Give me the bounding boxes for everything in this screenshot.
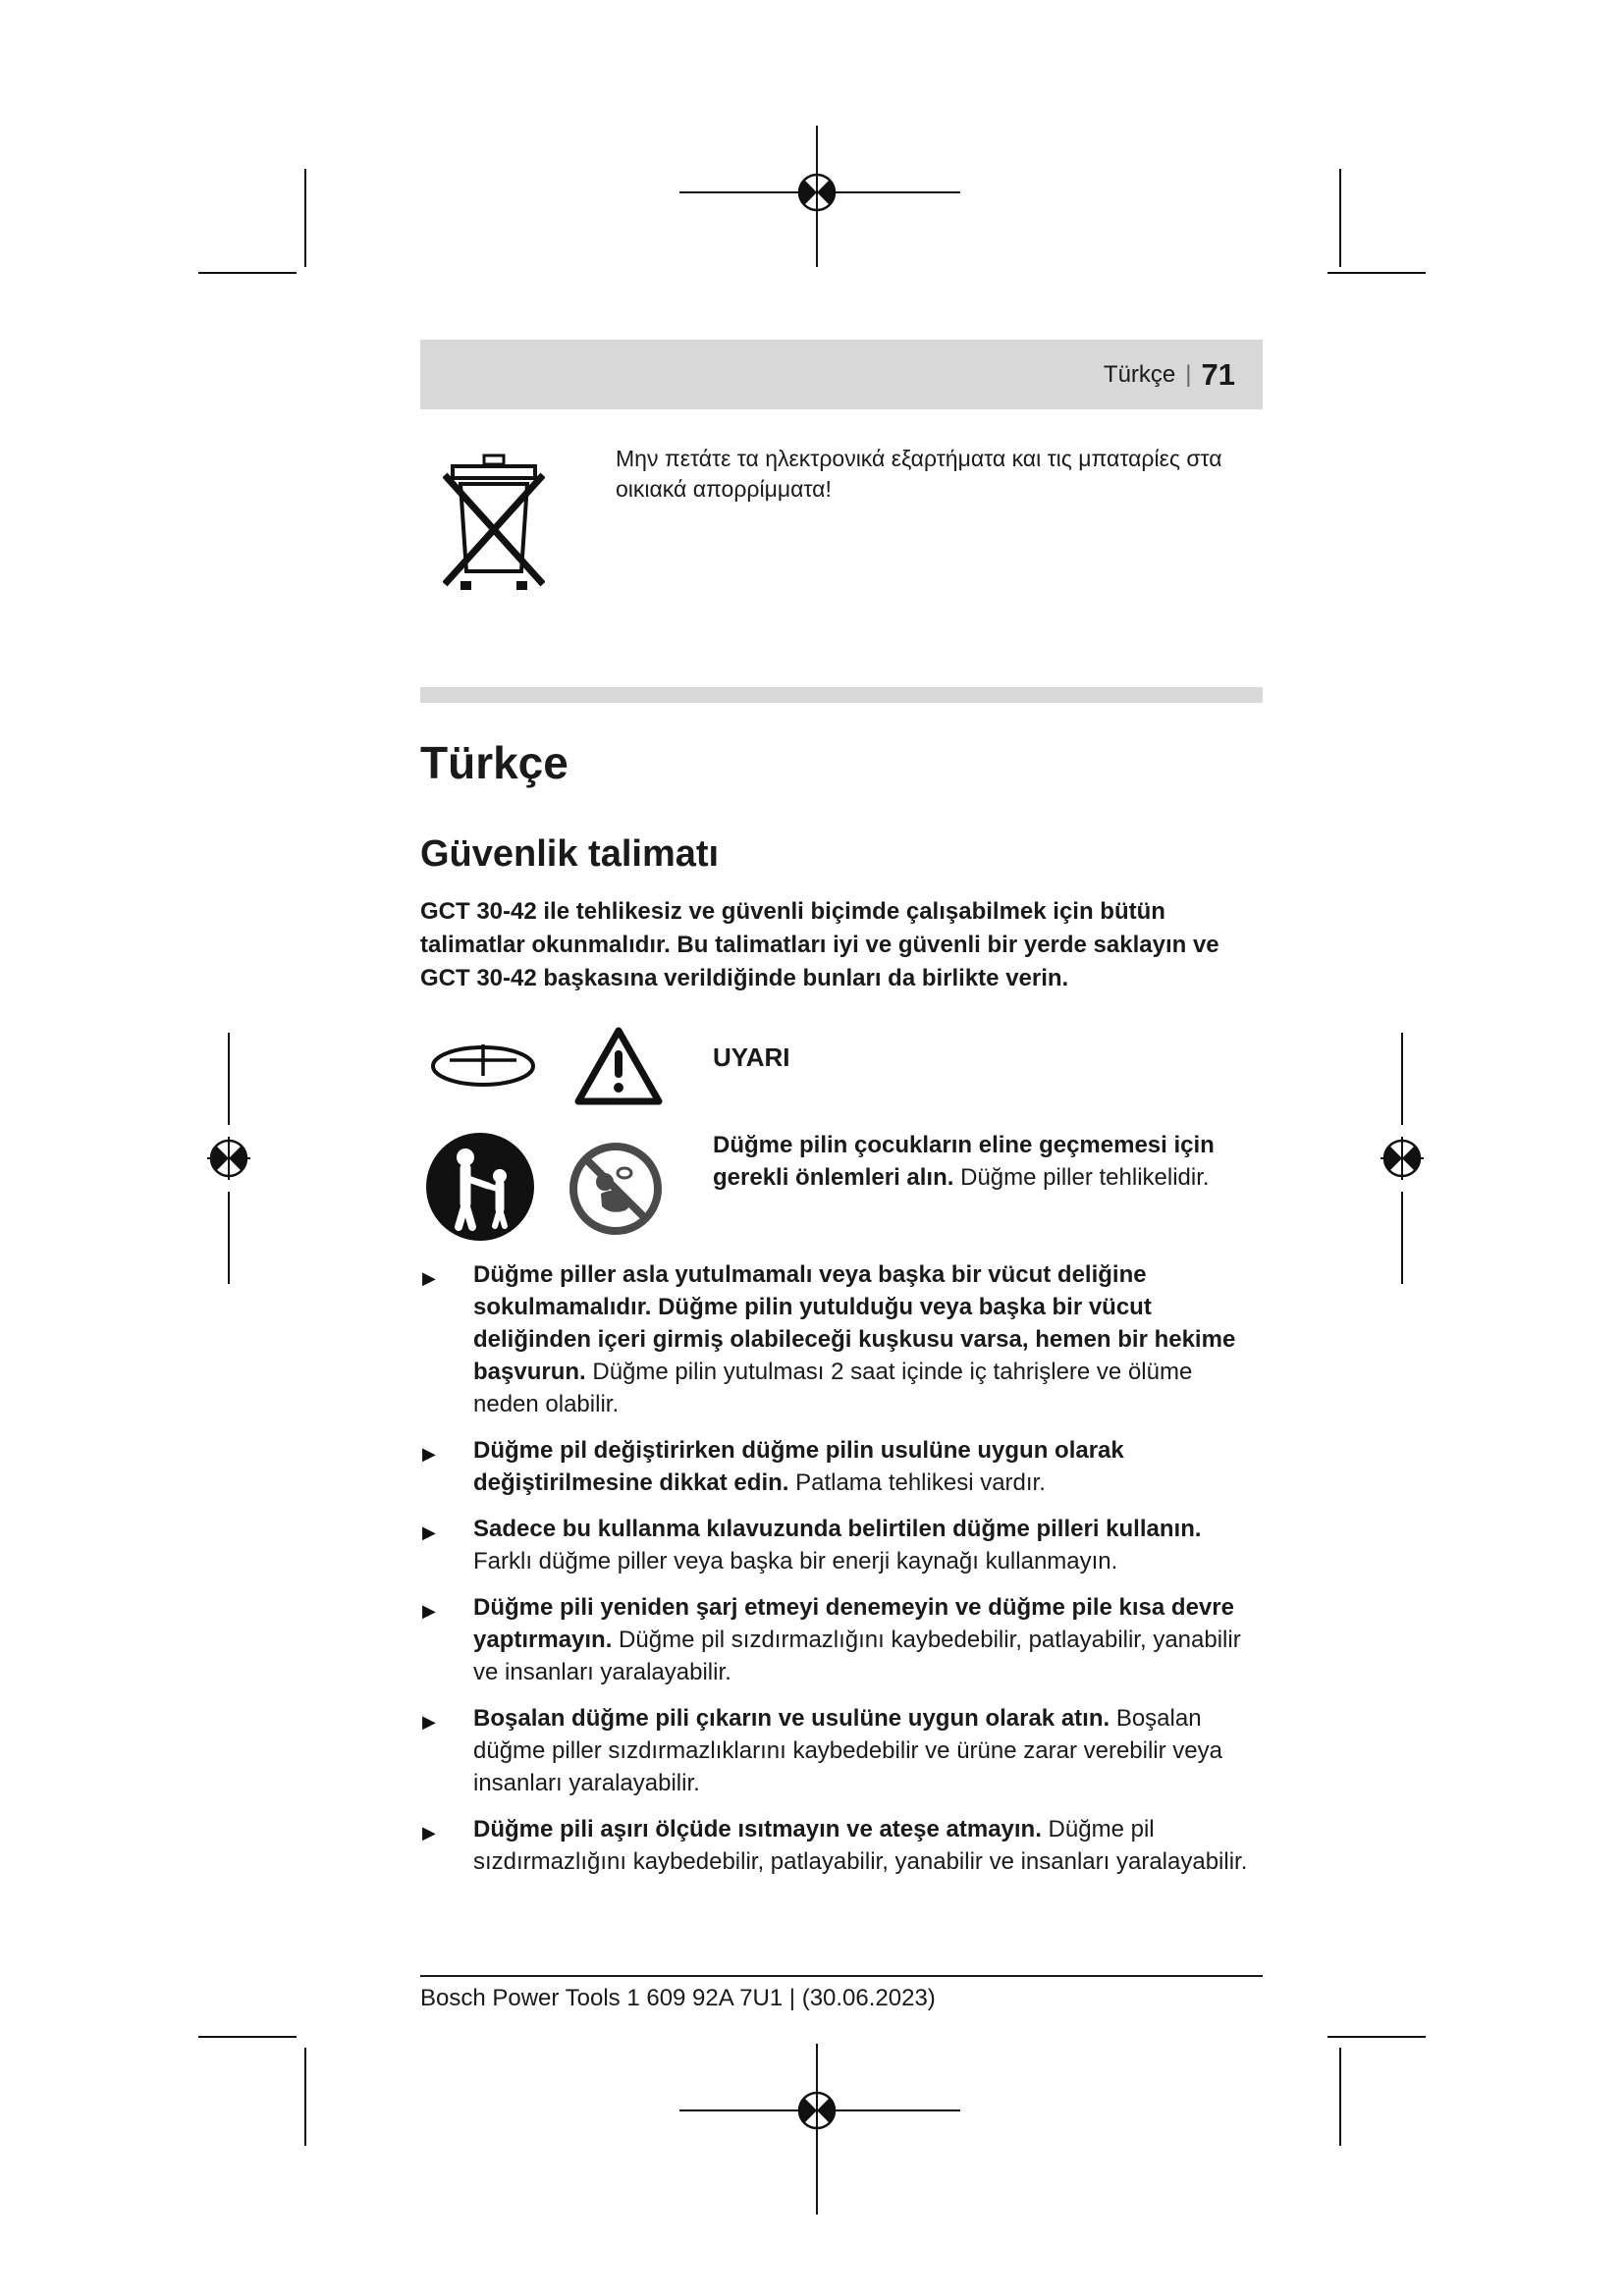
safety-section-title: Güvenlik talimatı <box>420 833 720 875</box>
list-item <box>420 1513 1249 1577</box>
crop-mark-bottom-right-horizontal <box>1327 2036 1426 2038</box>
weee-crossed-out-bin-icon <box>443 454 545 599</box>
bullet-normal-text: Farklı düğme piller veya başka bir enerji kaynağı kullanmayın. <box>473 1548 1118 1575</box>
bullet-normal-text: Patlama tehlikesi vardır. <box>788 1469 1046 1496</box>
registration-mark-left <box>207 1137 250 1180</box>
crop-mark-top-left-vertical <box>304 169 306 267</box>
bullet-arrow-icon: ▶ <box>422 1601 436 1621</box>
warning-block <box>420 1021 1263 1258</box>
registration-mark-bottom <box>795 2089 839 2132</box>
bullet-normal-text: Düğme pil sızdırmazlığını kaybedebilir, patlayabilir, yanabilir ve insanları yaralayabilir. <box>473 1816 1248 1875</box>
crop-mark-top-left-horizontal <box>198 272 297 274</box>
footer-text: Bosch Power Tools 1 609 92A 7U1 | (30.06.2023) <box>420 1985 936 2011</box>
warning-triangle-icon <box>571 1023 666 1109</box>
bullet-bold-text: Düğme piller asla yutulmamalı veya başka bir vücut deliğine sokulmamalıdır. Düğme pilin yutulduğu veya başka bir vücut deliğinden içeri girmiş olabileceği kuşkusu varsa, hemen bir hekime başvurun. <box>473 1261 1236 1385</box>
bullet-arrow-icon: ▶ <box>422 1823 436 1842</box>
crop-mark-bottom-left-vertical <box>304 2048 306 2146</box>
bullet-bold-text: Sadece bu kullanma kılavuzunda belirtilen düğme pilleri kullanın. <box>473 1516 1202 1542</box>
warning-label: UYARI <box>713 1042 790 1072</box>
header-language-label: Türkçe <box>1103 360 1176 388</box>
warning-text <box>713 1129 1277 1194</box>
page-language-title: Türkçe <box>420 737 568 788</box>
warning-text-bold: Düğme pilin çocukların eline geçmemesi için gerekli önlemleri alın. <box>713 1132 1215 1191</box>
header-bar <box>420 340 1263 409</box>
warning-text-normal: Düğme piller tehlikelidir. <box>953 1164 1210 1191</box>
list-item <box>420 1702 1249 1799</box>
bullet-bold-text: Düğme pil değiştirirken düğme pilin usulüne uygun olarak değiştirilmesine dikkat edin. <box>473 1437 1124 1496</box>
registration-line-right-upper <box>1401 1033 1403 1125</box>
bullet-arrow-icon: ▶ <box>422 1522 436 1542</box>
bullet-bold-text: Boşalan düğme pili çıkarın ve usulüne uygun olarak atın. <box>473 1705 1110 1732</box>
registration-line-left-lower <box>228 1192 230 1284</box>
intro-paragraph: GCT 30-42 ile tehlikesiz ve güvenli biçimde çalışabilmek için bütün talimatlar okunmalıdır. Bu talimatları iyi ve güvenli bir yerde saklayın ve GCT 30-42 başkasına verildiğinde bunları da birlikte verin. <box>420 898 1219 991</box>
safety-bullet-list <box>420 1258 1249 1892</box>
bullet-normal-text: Düğme pilin yutulması 2 saat içinde iç tahrişlere ve ölüme neden olabilir. <box>473 1359 1193 1417</box>
disposal-note-text: Μην πετάτε τα ηλεκτρονικά εξαρτήματα και τις μπαταρίες στα οικιακά απορρίμματα! <box>616 446 1222 502</box>
bullet-normal-text: Boşalan düğme piller sızdırmazlıklarını kaybedebilir ve ürüne zarar verebilir veya insanları yaralayabilir. <box>473 1705 1222 1796</box>
registration-line-left-upper <box>228 1033 230 1125</box>
bullet-arrow-icon: ▶ <box>422 1268 436 1288</box>
crop-mark-top-right-vertical <box>1339 169 1341 267</box>
button-cell-battery-icon <box>428 1035 538 1090</box>
header-page-number: 71 <box>1201 356 1235 392</box>
bullet-normal-text: Düğme pil sızdırmazlığını kaybedebilir, patlayabilir, yanabilir ve insanları yaralayabilir. <box>473 1627 1241 1685</box>
list-item <box>420 1258 1249 1420</box>
registration-mark-right <box>1380 1137 1424 1180</box>
footer-rule <box>420 1975 1263 1977</box>
bullet-bold-text: Düğme pili aşırı ölçüde ısıtmayın ve ateşe atmayın. <box>473 1816 1042 1842</box>
registration-mark-top <box>795 171 839 214</box>
registration-line-right-lower <box>1401 1192 1403 1284</box>
list-item <box>420 1434 1249 1499</box>
keep-away-from-children-icon <box>426 1133 534 1241</box>
crop-mark-bottom-left-horizontal <box>198 2036 297 2038</box>
crop-mark-top-right-horizontal <box>1327 272 1426 274</box>
bullet-arrow-icon: ▶ <box>422 1712 436 1732</box>
crop-mark-bottom-right-vertical <box>1339 2048 1341 2146</box>
bullet-bold-text: Düğme pili yeniden şarj etmeyi denemeyin ve düğme pile kısa devre yaptırmayın. <box>473 1594 1234 1653</box>
list-item <box>420 1813 1249 1878</box>
section-divider-bar <box>420 687 1263 703</box>
no-swallowing-icon <box>568 1141 664 1237</box>
header-separator: | <box>1185 360 1192 388</box>
bullet-arrow-icon: ▶ <box>422 1444 436 1464</box>
list-item <box>420 1591 1249 1688</box>
